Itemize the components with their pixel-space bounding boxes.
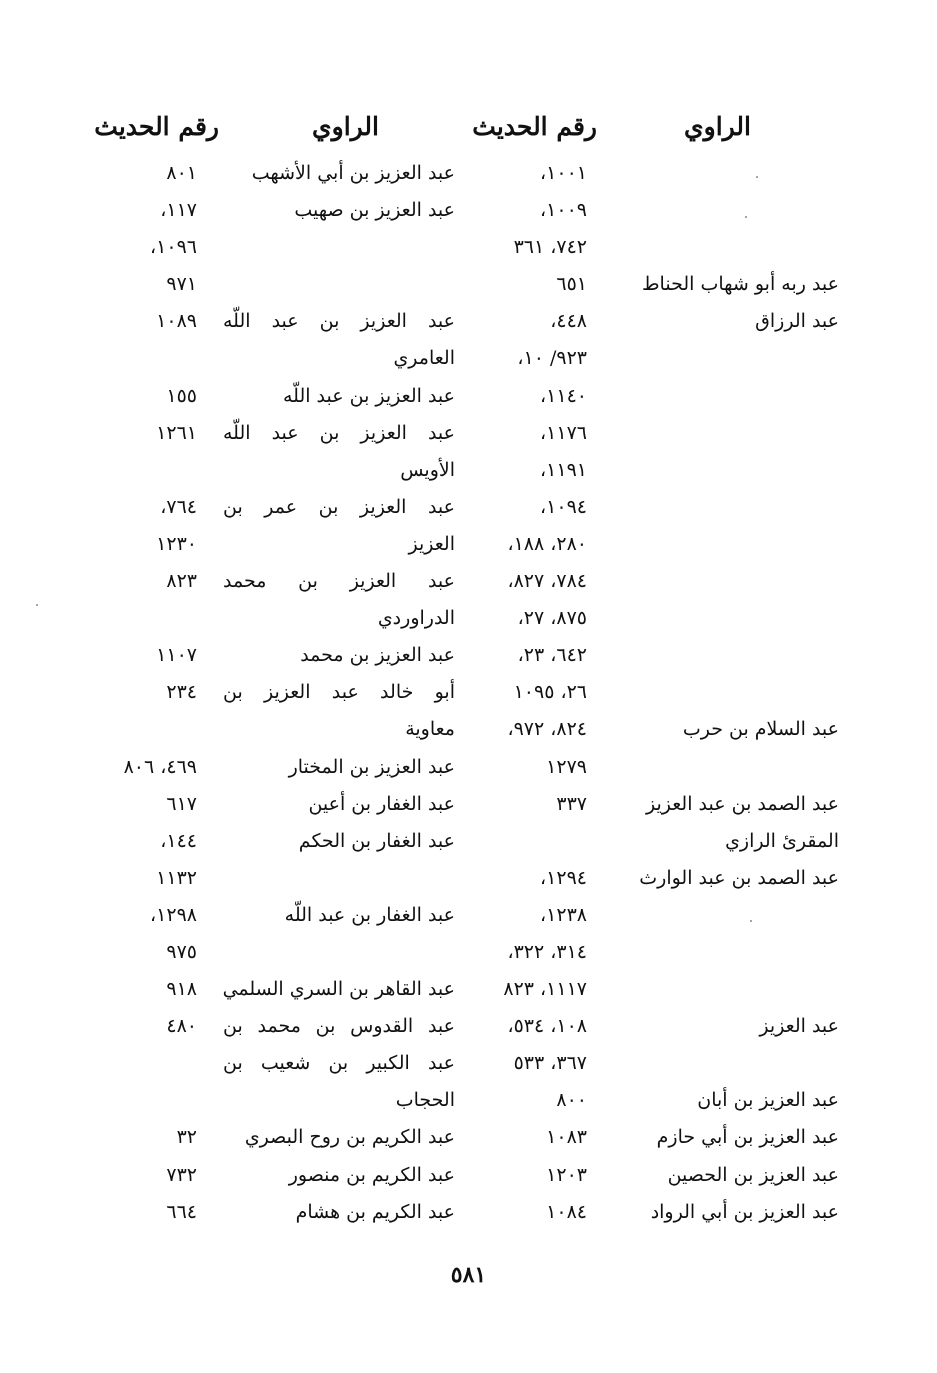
- left-narrator-cell: عبد الغفار بن عبد اللّه: [284, 903, 455, 926]
- table-row: [0, 1046, 937, 1083]
- table-row: [0, 230, 937, 267]
- left-narrator-cell: العامري: [393, 347, 455, 370]
- right-narrator-cell: عبد الصمد بن عبد العزيز: [646, 792, 839, 815]
- right-hadith-number-cell: ١٠٨٣: [546, 1126, 587, 1149]
- left-hadith-number-cell: ٧٣٢: [166, 1163, 197, 1186]
- table-row: [0, 156, 937, 193]
- left-hadith-number-cell: ١١٧،: [160, 199, 197, 222]
- right-hadith-number-cell: ٣٦٧، ٥٣٣: [513, 1052, 587, 1075]
- right-hadith-number-cell: ٤٤٨،: [550, 310, 587, 333]
- left-narrator-cell: عبد الغفار بن أعين: [308, 792, 455, 815]
- table-row: [0, 861, 937, 898]
- left-narrator-cell: عبد الغفار بن الحكم: [298, 829, 455, 852]
- table-row: [0, 1195, 937, 1232]
- header-right-narrator: الراوي: [684, 112, 751, 141]
- right-hadith-number-cell: ٣١٤، ٣٢٢،: [507, 940, 587, 963]
- table-row: [0, 638, 937, 675]
- right-narrator-cell: عبد الصمد بن عبد الوارث: [639, 866, 839, 889]
- table-row: [0, 898, 937, 935]
- left-hadith-number-cell: ٩٧٥: [166, 940, 197, 963]
- left-hadith-number-cell: ٦٦٤: [166, 1200, 197, 1223]
- left-hadith-number-cell: ١٢٦١: [156, 421, 197, 444]
- table-row: [0, 1083, 937, 1120]
- left-narrator-cell: عبد العزيز بن عبد اللّه: [282, 384, 455, 407]
- header-left-hadith-number: رقم الحديث: [94, 112, 219, 141]
- table-row: [0, 1158, 937, 1195]
- table-row: [0, 193, 937, 230]
- right-hadith-number-cell: ٦٥١: [556, 273, 587, 296]
- header-right-hadith-number: رقم الحديث: [472, 112, 597, 141]
- left-hadith-number-cell: ٩١٨: [166, 978, 197, 1001]
- left-hadith-number-cell: ١١٠٧: [156, 644, 197, 667]
- right-narrator-cell: عبد العزيز بن أبي حازم: [656, 1126, 839, 1149]
- table-row: [0, 1120, 937, 1157]
- table-row: [0, 712, 937, 749]
- left-narrator-cell: عبد العزيز بن صهيب: [294, 199, 455, 222]
- left-narrator-cell: عبد العزيز بن أبي الأشهب: [251, 162, 455, 184]
- table-row: [0, 379, 937, 416]
- table-row: [0, 267, 937, 304]
- left-hadith-number-cell: ٨٠١: [166, 162, 197, 184]
- left-hadith-number-cell: ١٢٩٨،: [150, 903, 197, 926]
- left-hadith-number-cell: ٨٢٣: [166, 570, 197, 593]
- page-number: ٥٨١: [450, 1262, 487, 1288]
- table-row: [0, 453, 937, 490]
- right-hadith-number-cell: ١٠٠٩،: [540, 199, 587, 222]
- right-hadith-number-cell: ٨٢٤، ٩٧٢،: [507, 718, 587, 741]
- right-narrator-cell: عبد الرزاق: [755, 310, 839, 333]
- table-row: [0, 341, 937, 378]
- right-hadith-number-cell: ٦٤٢، ٢٣،: [517, 644, 587, 667]
- left-hadith-number-cell: ١٤٤،: [160, 829, 197, 852]
- left-narrator-cell: العزيز: [408, 532, 455, 555]
- right-hadith-number-cell: ١٢٠٣: [546, 1163, 587, 1186]
- right-narrator-cell: عبد ربه أبو شهاب الحناط: [641, 273, 839, 296]
- right-hadith-number-cell: ٨٠٠: [556, 1089, 587, 1112]
- right-narrator-cell: عبد العزيز بن الحصين: [667, 1163, 839, 1186]
- left-hadith-number-cell: ٣٢: [176, 1126, 197, 1149]
- left-narrator-cell: عبد الكريم بن منصور: [288, 1163, 455, 1186]
- scan-speck: [36, 604, 38, 606]
- right-hadith-number-cell: ٨٧٥، ٢٧،: [517, 607, 587, 630]
- left-narrator-cell: عبد العزيز بن عمر بن: [223, 495, 455, 518]
- right-hadith-number-cell: ١١٧٦،: [540, 421, 587, 444]
- left-narrator-cell: معاوية: [405, 718, 455, 741]
- table-row: [0, 601, 937, 638]
- left-narrator-cell: عبد العزيز بن المختار: [288, 755, 455, 778]
- right-hadith-number-cell: ١٠٠١،: [540, 162, 587, 184]
- right-hadith-number-cell: ١٢٣٨،: [540, 903, 587, 926]
- left-narrator-cell: عبد القاهر بن السري السلمي: [222, 978, 455, 1001]
- right-hadith-number-cell: ١٠٨، ٥٣٤،: [507, 1015, 587, 1038]
- table-row: [0, 304, 937, 341]
- right-narrator-cell: المقرئ الرازي: [725, 829, 839, 852]
- table-row: [0, 564, 937, 601]
- table-row: [0, 675, 937, 712]
- scan-speck: [745, 216, 747, 218]
- left-hadith-number-cell: ٤٨٠: [166, 1015, 197, 1038]
- left-hadith-number-cell: ٤٦٩، ٨٠٦: [123, 755, 197, 778]
- right-hadith-number-cell: ٧٤٢، ٣٦١: [513, 236, 587, 259]
- table-row: [0, 935, 937, 972]
- left-hadith-number-cell: ١١٣٢: [156, 866, 197, 889]
- right-hadith-number-cell: ١٢٩٤،: [540, 866, 587, 889]
- left-hadith-number-cell: ١٢٣٠: [156, 532, 197, 555]
- right-hadith-number-cell: ٩٢٣/ ١٠،: [517, 347, 587, 370]
- right-hadith-number-cell: ٣٣٧: [556, 792, 587, 815]
- scan-speck: [750, 920, 752, 922]
- table-row: [0, 1009, 937, 1046]
- table-row: [0, 972, 937, 1009]
- left-hadith-number-cell: ٢٣٤: [166, 681, 197, 704]
- right-narrator-cell: عبد السلام بن حرب: [682, 718, 839, 741]
- table-row: [0, 490, 937, 527]
- right-hadith-number-cell: ١٢٧٩: [546, 755, 587, 778]
- table-row: [0, 750, 937, 787]
- left-hadith-number-cell: ٦١٧: [166, 792, 197, 815]
- table-row: [0, 527, 937, 564]
- left-hadith-number-cell: ١٠٨٩: [156, 310, 197, 333]
- left-narrator-cell: الحجاب: [395, 1089, 455, 1112]
- right-narrator-cell: عبد العزيز بن أبان: [697, 1089, 839, 1112]
- right-hadith-number-cell: ٢٦، ١٠٩٥: [513, 681, 587, 704]
- left-hadith-number-cell: ١٥٥: [166, 384, 197, 407]
- index-table: [0, 156, 937, 1232]
- right-hadith-number-cell: ٢٨٠، ١٨٨،: [507, 532, 587, 555]
- left-narrator-cell: عبد القدوس بن محمد بن: [223, 1015, 455, 1038]
- right-hadith-number-cell: ١٠٨٤: [546, 1200, 587, 1223]
- left-hadith-number-cell: ١٠٩٦،: [150, 236, 197, 259]
- left-narrator-cell: أبو خالد عبد العزيز بن: [223, 681, 455, 704]
- header-left-narrator: الراوي: [312, 112, 379, 141]
- left-narrator-cell: الأويس: [400, 458, 455, 481]
- right-hadith-number-cell: ٧٨٤، ٨٢٧،: [507, 570, 587, 593]
- left-narrator-cell: عبد العزيز بن عبد اللّه: [223, 421, 455, 444]
- right-narrator-cell: عبد العزيز: [759, 1015, 839, 1038]
- left-narrator-cell: عبد العزيز بن محمد: [300, 644, 455, 667]
- right-narrator-cell: عبد العزيز بن أبي الرواد: [650, 1200, 839, 1223]
- scan-speck: [756, 176, 758, 178]
- left-narrator-cell: عبد الكريم بن روح البصري: [244, 1126, 455, 1149]
- right-hadith-number-cell: ١١٤٠،: [540, 384, 587, 407]
- left-narrator-cell: عبد العزيز بن عبد اللّه: [223, 310, 455, 333]
- right-hadith-number-cell: ١٠٩٤،: [540, 495, 587, 518]
- right-hadith-number-cell: ١١٩١،: [540, 458, 587, 481]
- right-hadith-number-cell: ١١١٧، ٨٢٣: [503, 978, 587, 1001]
- left-narrator-cell: الدراوردي: [377, 607, 455, 630]
- left-narrator-cell: عبد الكبير بن شعيب بن: [223, 1052, 455, 1075]
- table-row: [0, 416, 937, 453]
- left-hadith-number-cell: ٩٧١: [166, 273, 197, 296]
- table-row: [0, 787, 937, 824]
- left-hadith-number-cell: ٧٦٤،: [160, 495, 197, 518]
- table-row: [0, 824, 937, 861]
- left-narrator-cell: عبد العزيز بن محمد: [223, 570, 455, 593]
- left-narrator-cell: عبد الكريم بن هشام: [295, 1200, 455, 1223]
